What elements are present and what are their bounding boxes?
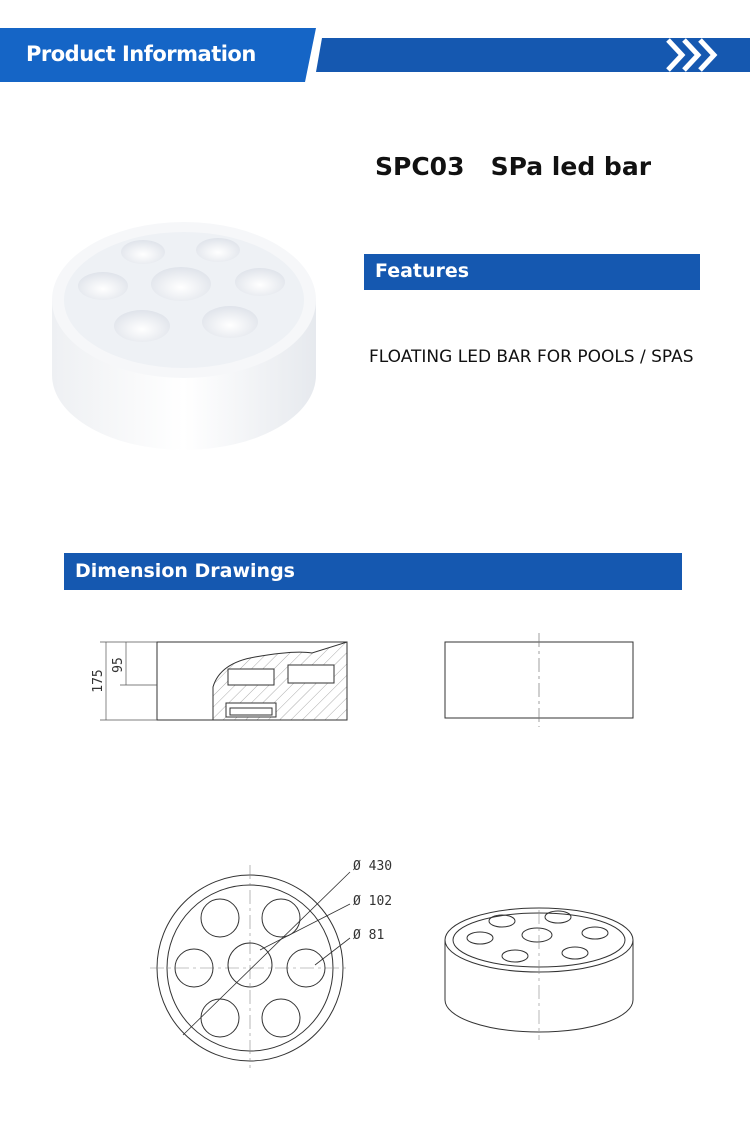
isometric-drawing — [440, 900, 640, 1050]
height-total-label: 175 — [91, 669, 106, 693]
header-title: Product Information — [26, 42, 256, 66]
dimension-heading-bar — [64, 553, 682, 590]
diameter-center-label: Ø 102 — [353, 894, 393, 909]
features-heading: Features — [375, 260, 470, 282]
product-name: SPC03 SPa led bar — [375, 152, 652, 181]
feature-description: FLOATING LED BAR FOR POOLS / SPAS — [369, 347, 694, 367]
top-view-drawing — [150, 850, 410, 1070]
elevation-drawing — [440, 625, 640, 735]
product-photo — [44, 210, 324, 460]
dimension-heading: Dimension Drawings — [75, 560, 295, 582]
features-heading-bar — [364, 254, 700, 290]
header-banner — [0, 28, 750, 82]
diameter-hole-label: Ø 81 — [353, 928, 385, 943]
diameter-outer-label: Ø 430 — [353, 859, 393, 874]
height-cavity-label: 95 — [111, 657, 126, 673]
section-drawing — [80, 625, 360, 735]
